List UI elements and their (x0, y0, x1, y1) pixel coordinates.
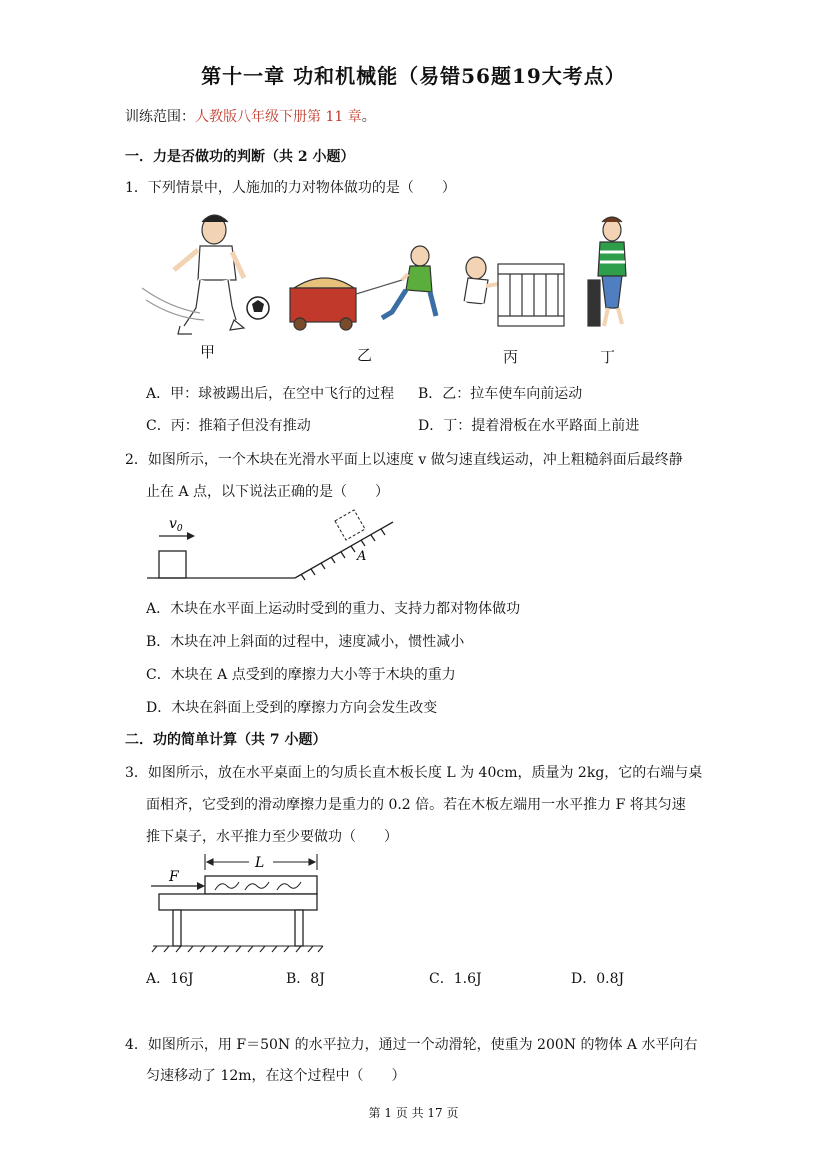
length-label: L (255, 855, 265, 871)
q3-option-d: D．0.8J (571, 971, 625, 987)
figure-pulling-cart (290, 246, 436, 330)
q2-figure (145, 508, 400, 588)
q3-option-a: A．16J (146, 971, 194, 987)
q1-stem: 1．下列情景中，人施加的力对物体做功的是（ ） (125, 180, 456, 196)
q3-stem-line2: 面相齐，它受到的滑动摩擦力是重力的 0.2 倍。若在木板左端用一水平推力 F 将其匀速 (146, 797, 686, 813)
point-a-label: A (357, 549, 367, 564)
q4-stem-line1: 4．如图所示，用 F＝50N 的水平拉力，通过一个动滑轮，使重为 200N 的物体 A 水平向右 (125, 1037, 698, 1053)
q4-stem-line2: 匀速移动了 12m，在这个过程中（ ） (146, 1068, 406, 1084)
q2-option-c: C．木块在 A 点受到的摩擦力大小等于木块的重力 (146, 667, 456, 683)
velocity-label: $v_0$ (169, 516, 183, 534)
q1-fig-label-ding: 丁 (600, 348, 616, 366)
force-label: F (169, 869, 179, 885)
floor (152, 946, 323, 952)
q2-option-d: D．木块在斜面上受到的摩擦力方向会发生改变 (146, 700, 438, 716)
scope-label: 训练范围： (125, 109, 195, 125)
scope-value: 人教版八年级下册第 11 章 (195, 109, 362, 125)
section-heading-1: 一．力是否做功的判断（共 2 小题） (125, 149, 355, 165)
q1-option-b: B．乙：拉车使车向前运动 (418, 386, 583, 402)
q1-fig-label-jia: 甲 (200, 343, 216, 361)
q3-figure (145, 850, 335, 955)
soccer-ball (247, 297, 269, 319)
figure-kicking-boy (142, 215, 244, 334)
figure-pushing-box (456, 257, 564, 326)
page-title: 第十一章 功和机械能（易错56题19大考点） (201, 64, 626, 88)
q3-option-b: B．8J (286, 971, 325, 987)
q2-option-a: A．木块在水平面上运动时受到的重力、支持力都对物体做功 (146, 601, 521, 617)
training-scope (125, 106, 376, 126)
q2-stem-line2: 止在 A 点，以下说法正确的是（ ） (146, 484, 390, 500)
q3-option-c: C．1.6J (429, 971, 482, 987)
section-heading-2: 二．功的简单计算（共 7 小题） (125, 732, 327, 748)
q2-stem-line1: 2．如图所示，一个木块在光滑水平面上以速度 v 做匀速直线运动，冲上粗糙斜面后最终静 (125, 452, 683, 468)
table (159, 894, 317, 946)
q1-option-a: A．甲：球被踢出后，在空中飞行的过程 (146, 386, 395, 402)
q3-stem-line3: 推下桌子，水平推力至少要做功（ ） (146, 829, 398, 845)
scope-end: 。 (361, 109, 376, 125)
wooden-board (205, 876, 317, 894)
dashed-block-at-a (335, 510, 365, 540)
q1-fig-label-yi: 乙 (357, 346, 373, 364)
q2-option-b: B．木块在冲上斜面的过程中，速度减小，惯性减小 (146, 634, 465, 650)
q3-stem-line1: 3．如图所示，放在水平桌面上的匀质长直木板长度 L 为 40cm，质量为 2kg，它的右端与桌 (125, 765, 703, 781)
figure-carrying-skateboard (588, 217, 626, 326)
wood-block (159, 551, 186, 578)
page-footer: 第 1 页 共 17 页 (368, 1106, 459, 1120)
q1-option-c: C．丙：推箱子但没有推动 (146, 418, 311, 434)
q1-fig-label-bing: 丙 (503, 348, 519, 366)
q1-option-d: D．丁：提着滑板在水平路面上前进 (418, 418, 640, 434)
